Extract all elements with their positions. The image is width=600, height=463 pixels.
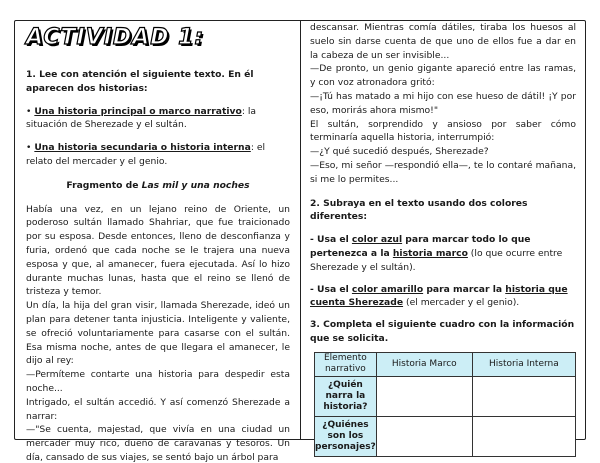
- table-header-inner: Historia Interna: [472, 352, 575, 376]
- activity-title: ACTIVIDAD 1:: [26, 25, 205, 50]
- narrative-table: [314, 352, 576, 457]
- column-divider: [300, 20, 301, 440]
- instruction-blue: [310, 233, 576, 274]
- table-header-frame: Historia Marco: [376, 352, 472, 376]
- table-header-element: Elemento narrativo: [315, 352, 377, 376]
- answer-cell[interactable]: [472, 416, 575, 456]
- instr-blue-a: - Usa el: [310, 234, 352, 246]
- answer-cell[interactable]: [472, 376, 575, 416]
- instr-blue-target: historia marco: [392, 247, 468, 259]
- bullet-main-rest: : la situación de Sherezade y el sultán.: [26, 105, 257, 131]
- instr-yellow-e: (el mercader y el genio).: [403, 297, 520, 309]
- answer-cell[interactable]: [376, 376, 472, 416]
- bullet-inner-rest: : el relato del mercader y el genio.: [26, 142, 266, 167]
- instr-yellow-target: historia que cuenta Sherezade: [310, 283, 568, 309]
- question-1: 1. Lee con atención el siguiente texto. En él aparecen dos historias:: [26, 69, 254, 94]
- instr-blue-color: color azul: [351, 234, 403, 246]
- question-3: 3. Completa el siguiente cuadro con la información que se solicita.: [310, 319, 575, 344]
- bullet-inner-term: Una historia secundaria o historia interna: [34, 142, 251, 154]
- bullet-inner-story: • Una historia secundaria o historia interna: el relato del mercader y el genio.: [26, 142, 266, 167]
- instruction-yellow: [310, 283, 576, 311]
- story-paragraph: —¡Tú has matado a mi hijo con ese hueso de dátil! ¡Y por eso, morirás ahora mismo!": [310, 90, 576, 116]
- instr-yellow-c: para marcar la: [423, 283, 506, 295]
- fragment-work: Las mil y una noches: [141, 179, 250, 191]
- story-paragraph: El sultán, sorprendido y ansioso por saber cómo terminaría aquella historia, interrumpió:: [310, 118, 576, 144]
- right-column: [310, 21, 576, 457]
- instr-yellow-a: - Usa el: [310, 283, 352, 295]
- story-paragraph: descansar. Mientras comía dátiles, tiraba los huesos al suelo sin darse cuenta de que uno de ellos fue a dar en la cabeza de un ser invisible...: [310, 22, 576, 61]
- story-paragraph: —"Se cuenta, majestad, que vivía en una ciudad un mercader muy rico, dueño de caravanas y tesoros. Un día, cansado de sus viajes, se sentó bajo un árbol para: [26, 424, 290, 463]
- table-row: [315, 416, 576, 456]
- question-2: 2. Subraya en el texto usando dos colores diferentes:: [310, 197, 528, 223]
- fragment-prefix: Fragmento de: [66, 179, 142, 191]
- story-paragraph: —Eso, mi señor —respondió ella—, te lo contaré mañana, si me lo permites...: [310, 159, 576, 185]
- bullet-main-story: • Una historia principal o marco narrativo: la situación de Sherezade y el sultán.: [26, 105, 257, 131]
- story-paragraph: —¿Y qué sucedió después, Sherezade?: [310, 146, 489, 158]
- instr-blue-e: (lo que ocurre entre Sherezade y el sultán).: [310, 247, 563, 273]
- story-paragraph: —De pronto, un genio gigante apareció entre las ramas, y con voz atronadora gritó:: [310, 63, 576, 89]
- left-column: [26, 26, 290, 463]
- row-label-narrator: ¿Quién narra la historia?: [315, 376, 377, 416]
- row-label-characters: ¿Quiénes son los personajes?: [315, 416, 377, 456]
- bullet-main-term: Una historia principal o marco narrativo: [34, 105, 242, 117]
- story-paragraph: Había una vez, en un lejano reino de Oriente, un poderoso sultán llamado Shahriar, que fue traicionado por su esposa. Desde entonces, lleno de desconfianza y furia, ordenó que cada noche se le trajera una nueva esposa y que, al amanecer, fuera ejecutada. Así lo hizo durante muchas lunas, hasta que el reino se llenó de tristeza y temor.: [26, 203, 290, 298]
- instr-yellow-color: color amarillo: [351, 283, 424, 295]
- answer-cell[interactable]: [376, 416, 472, 456]
- instr-blue-c: para marcar todo lo que pertenezca a la: [310, 234, 531, 259]
- story-paragraph: Un día, la hija del gran visir, llamada Sherezade, ideó un plan para detener tanta injusticia. Inteligente y valiente, se ofreció voluntariamente para casarse con el sultán. Esa misma noche, antes de que llegara el amanecer, le dijo al rey:: [26, 300, 290, 367]
- story-paragraph: —Permíteme contarte una historia para despedir esta noche...: [26, 369, 290, 394]
- fragment-heading: [26, 179, 290, 193]
- table-row: [315, 376, 576, 416]
- story-paragraph: Intrigado, el sultán accedió. Y así comenzó Sherezade a narrar:: [26, 396, 290, 422]
